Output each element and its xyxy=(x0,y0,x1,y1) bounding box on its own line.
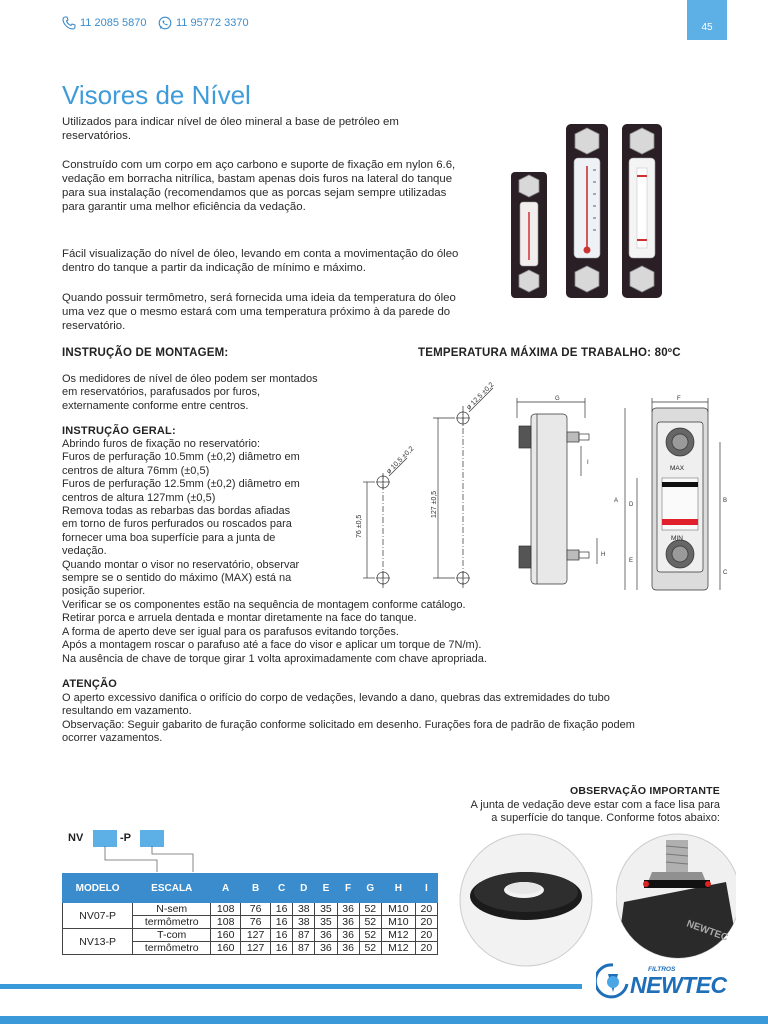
attention-text xyxy=(62,692,722,746)
label-c: C xyxy=(723,570,728,576)
brand-name: NEWTEC xyxy=(630,972,727,998)
temperature-heading: TEMPERATURA MÁXIMA DE TRABALHO: 80ºC xyxy=(418,347,681,359)
observation-line-1: A junta de vedação deve estar com a face lisa para xyxy=(470,799,720,811)
table-cell: 20 xyxy=(415,916,437,929)
intro-paragraph-4: Quando possuir termômetro, será fornecida uma ideia da temperatura do óleo uma vez que o mesmo estará com uma temperatura próximo à da parede do reservatório. xyxy=(62,292,456,332)
table-cell: 36 xyxy=(315,929,337,942)
technical-drawing xyxy=(345,378,735,600)
table-cell: 127 xyxy=(241,942,271,955)
table-cell: 36 xyxy=(337,929,359,942)
intro-paragraph-2: Construído com um corpo em aço carbono e suporte de fixação em nylon 6.6, vedação em borracha nitrílica, bastam apenas dois furos na lateral do tanque para sua instalação (recomendamos que as porcas sejam sempre utilizadas para garantir uma melhor eficiência da vedação. xyxy=(62,159,456,213)
phone-contact xyxy=(62,16,146,30)
table-cell: M12 xyxy=(381,929,415,942)
col-e: E xyxy=(315,874,337,903)
scale-cell: termômetro xyxy=(133,942,211,955)
table-cell: 127 xyxy=(241,929,271,942)
whatsapp-icon xyxy=(158,16,172,30)
table-cell: 16 xyxy=(271,903,293,916)
table-cell: 52 xyxy=(359,903,381,916)
bottom-bar xyxy=(0,1016,768,1024)
label-d: D xyxy=(629,502,634,508)
table-cell: 108 xyxy=(211,916,241,929)
general-text-narrow xyxy=(62,438,352,599)
spec-table xyxy=(62,873,438,955)
table-cell: 36 xyxy=(337,916,359,929)
table-cell: 160 xyxy=(211,929,241,942)
general-line: Abrindo furos de fixação no reservatório: xyxy=(62,438,261,450)
code-leader-lines xyxy=(95,846,205,874)
col-g: G xyxy=(359,874,381,903)
code-option-box[interactable] xyxy=(140,830,164,847)
col-escala: ESCALA xyxy=(133,874,211,903)
intro-paragraph-1: Utilizados para indicar nível de óleo mineral a base de petróleo em reservatórios. xyxy=(62,116,399,142)
model-cell: NV13-P xyxy=(63,929,133,955)
mounting-heading: INSTRUÇÃO DE MONTAGEM: xyxy=(62,347,229,359)
col-d: D xyxy=(293,874,315,903)
scale-cell: T-com xyxy=(133,929,211,942)
level-gauge-max-min xyxy=(622,124,662,298)
table-cell: 16 xyxy=(271,929,293,942)
col-h: H xyxy=(381,874,415,903)
phone-number-1[interactable]: 11 2085 5870 xyxy=(80,17,147,29)
col-a: A xyxy=(211,874,241,903)
col-b: B xyxy=(241,874,271,903)
observation-line-2: a superfície do tanque. Conforme fotos abaixo: xyxy=(491,812,720,825)
table-cell: 87 xyxy=(293,929,315,942)
whatsapp-contact xyxy=(158,16,249,30)
table-cell: 35 xyxy=(315,916,337,929)
table-row xyxy=(63,903,438,916)
table-cell: M12 xyxy=(381,942,415,955)
attention-line: Observação: Seguir gabarito de furação conforme solicitado em desenho. Furações fora de padrão de fixação podem xyxy=(62,718,635,731)
general-line: sempre se o sentido do máximo (MAX) está na xyxy=(62,572,292,585)
phone-icon xyxy=(62,16,76,30)
col-modelo: MODELO xyxy=(63,874,133,903)
general-line: vedação. xyxy=(62,545,107,558)
mounting-text: Os medidores de nível de óleo podem ser montados em reservatórios, parafusados por furos, externamente conforme entre centros. xyxy=(62,373,318,412)
table-cell: 38 xyxy=(293,916,315,929)
attention-line: ocorrer vazamentos. xyxy=(62,732,163,745)
table-cell: 38 xyxy=(293,903,315,916)
min-level-line xyxy=(662,519,698,525)
label-a: A xyxy=(614,498,619,504)
col-i: I xyxy=(415,874,437,903)
general-line: Após a montagem roscar o parafuso até a face do visor e aplicar um torque de 7N/m). xyxy=(62,639,482,652)
table-cell: 52 xyxy=(359,929,381,942)
dim-large-height: 127 ±0,5 xyxy=(431,490,438,518)
general-line: Verificar se os componentes estão na sequência de montagem conforme catálogo. xyxy=(62,599,466,611)
attention-line: O aperto excessivo danifica o orifício do corpo de vedações, levando a dano, quebras das extremidades do tubo xyxy=(62,692,610,704)
max-level-line xyxy=(662,482,698,487)
general-line: Remova todas as rebarbas das bordas afiadas xyxy=(62,505,291,518)
general-line: Furos de perfuração 12.5mm (±0,2) diâmetro em xyxy=(62,478,300,491)
code-suffix: -P xyxy=(120,832,131,844)
general-line: centros de altura 76mm (±0,5) xyxy=(62,464,210,477)
code-scale-box[interactable] xyxy=(93,830,117,847)
general-text-wide xyxy=(62,599,682,666)
general-line: A forma de aperto deve ser igual para os parafusos evitando torções. xyxy=(62,625,399,638)
table-cell: 20 xyxy=(415,929,437,942)
model-cell: NV07-P xyxy=(63,903,133,929)
code-prefix: NV xyxy=(68,832,84,844)
table-cell: 20 xyxy=(415,942,437,955)
general-line: Retirar porca e arruela dentada e montar diretamente na face do tanque. xyxy=(62,612,417,625)
observation-heading: OBSERVAÇÃO IMPORTANTE xyxy=(569,785,720,797)
max-label: MAX xyxy=(670,465,685,472)
label-i: I xyxy=(587,460,589,466)
table-row xyxy=(63,929,438,942)
general-line: fornecer uma boa superfície para a junta de xyxy=(62,531,276,544)
attention-heading: ATENÇÃO xyxy=(62,678,117,690)
label-f: F xyxy=(677,396,681,402)
brand-small: FILTROS xyxy=(648,966,676,973)
general-line: Quando montar o visor no reservatório, observar xyxy=(62,558,300,571)
gasket-brand-text: NEWTEC xyxy=(684,918,730,944)
general-line: Furos de perfuração 10.5mm (±0,2) diâmetro em xyxy=(62,451,300,464)
scale-cell: N-sem xyxy=(133,903,211,916)
phone-number-2[interactable]: 11 95772 3370 xyxy=(176,17,249,29)
front-view xyxy=(625,398,720,590)
label-e: E xyxy=(629,558,634,564)
dim-large-hole: ø 12,5 ±0,2 xyxy=(465,381,496,412)
table-cell: 20 xyxy=(415,903,437,916)
table-cell: 160 xyxy=(211,942,241,955)
general-line: Na ausência de chave de torque girar 1 volta aproximadamente com chave apropriada. xyxy=(62,652,487,665)
footer-bar xyxy=(0,984,582,989)
gasket-mounted-photo xyxy=(616,822,736,962)
intro-paragraph-3: Fácil visualização do nível de óleo, levando em conta a movimentação do óleo dentro do tanque a partir da indicação de mínimo e máximo. xyxy=(62,248,459,274)
thermometer-level-gauge xyxy=(566,124,608,298)
table-cell: 76 xyxy=(241,916,271,929)
side-view xyxy=(517,398,597,584)
scale-cell: termômetro xyxy=(133,916,211,929)
product-photo xyxy=(508,120,668,302)
general-line: centros de altura 127mm (±0,5) xyxy=(62,491,216,504)
table-cell: 52 xyxy=(359,942,381,955)
label-g: G xyxy=(555,396,560,402)
table-cell: 76 xyxy=(241,903,271,916)
general-heading: INSTRUÇÃO GERAL: xyxy=(62,425,176,437)
gasket-photo xyxy=(458,832,594,968)
table-cell: M10 xyxy=(381,903,415,916)
min-label: MIN xyxy=(671,535,683,542)
dim-small-hole: ø 10,5 ±0,2 xyxy=(385,445,416,476)
label-h: H xyxy=(601,552,606,558)
small-level-gauge xyxy=(511,172,547,298)
table-cell: 35 xyxy=(315,903,337,916)
table-cell: 36 xyxy=(315,942,337,955)
label-b: B xyxy=(723,498,728,504)
table-cell: 52 xyxy=(359,916,381,929)
table-cell: 16 xyxy=(271,942,293,955)
table-cell: 36 xyxy=(337,942,359,955)
dim-small-height: 76 ±0,5 xyxy=(356,514,363,538)
table-cell: 87 xyxy=(293,942,315,955)
attention-line: resultando em vazamento. xyxy=(62,705,192,718)
col-f: F xyxy=(337,874,359,903)
newtec-logo-icon xyxy=(596,962,630,1002)
table-cell: M10 xyxy=(381,916,415,929)
page-title: Visores de Nível xyxy=(62,80,251,110)
page-number-badge: 45 xyxy=(687,0,727,40)
table-header-row xyxy=(63,874,438,903)
table-cell: 108 xyxy=(211,903,241,916)
general-line: em torno de furos perfurados ou roscados para xyxy=(62,518,292,531)
col-c: C xyxy=(271,874,293,903)
table-cell: 36 xyxy=(337,903,359,916)
table-cell: 16 xyxy=(271,916,293,929)
general-line: posição superior. xyxy=(62,585,146,598)
